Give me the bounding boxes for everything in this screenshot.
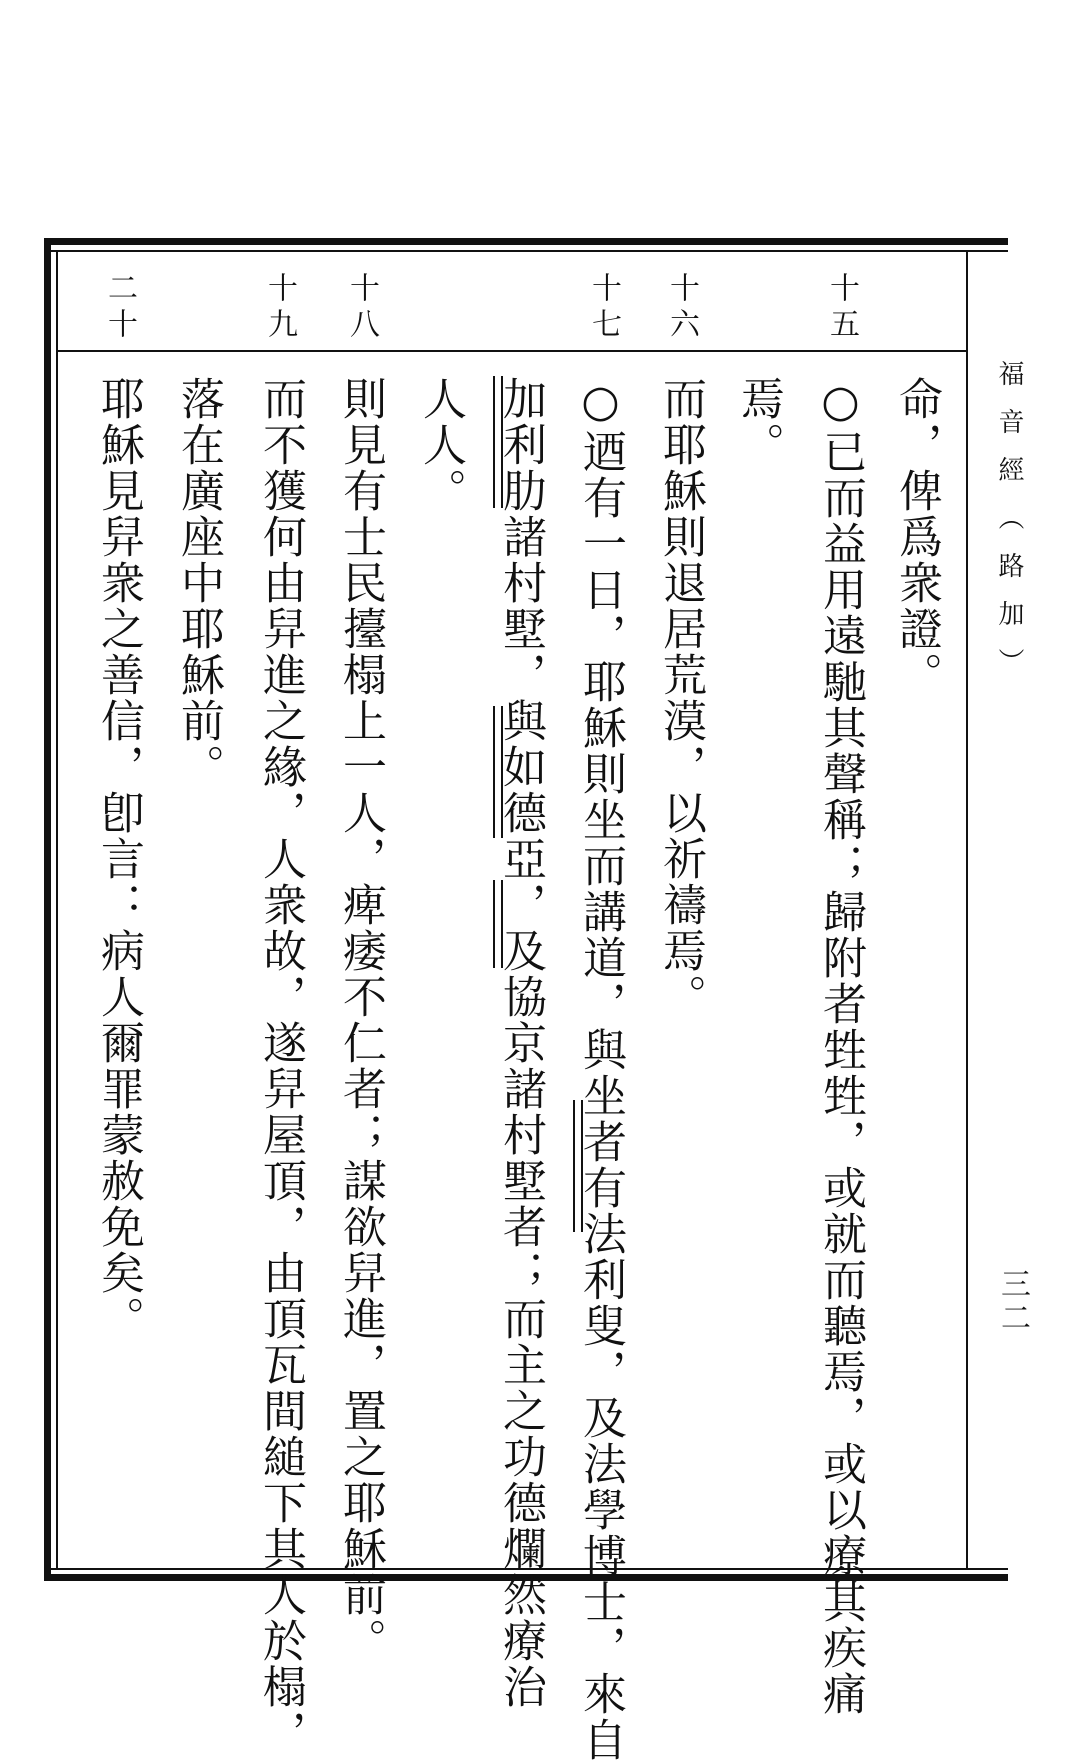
frame-left-rule-thin xyxy=(56,250,58,1570)
verse-number-17: 十七 xyxy=(586,272,621,344)
proper-name-line-jialile xyxy=(493,376,503,508)
text-column-6: 加利肋諸村墅，與如德亞，及協京諸村墅者；而主之功德爛然療治 xyxy=(495,376,546,1710)
text-column-8: 則見有士民擡榻上一人，痺痿不仁者；謀欲舁進，置之耶穌前。 xyxy=(335,376,386,1664)
text-column-9: 而不獲何由舁進之緣，人衆故，遂舁屋頂，由頂瓦間縋下其人於榻， xyxy=(255,376,306,1756)
text-column-4: 而耶穌則退居荒漠，以祈禱焉。 xyxy=(655,376,706,1020)
text-column-10: 落在廣座中耶穌前。 xyxy=(173,376,224,790)
verse-number-19: 十九 xyxy=(262,272,297,344)
verse-number-20: 二十 xyxy=(102,272,137,344)
frame-left-rule-thick xyxy=(44,238,51,1581)
text-column-11: 耶穌見舁衆之善信，卽言：病人爾罪蒙赦免矣。 xyxy=(93,376,144,1342)
page-number: 三二 xyxy=(995,1268,1030,1336)
frame-top-rule-thin xyxy=(44,250,1008,252)
verse-number-18: 十八 xyxy=(344,272,379,344)
text-column-1: 命，俾爲衆證。 xyxy=(891,376,942,698)
running-title: 福音經（路加） xyxy=(994,360,1024,696)
verse-number-16: 十六 xyxy=(664,272,699,344)
frame-top-rule-thick xyxy=(44,238,1008,245)
verse-number-15: 十五 xyxy=(824,272,859,344)
text-column-7: 人人。 xyxy=(415,376,466,514)
proper-name-line-falisou xyxy=(573,1100,583,1232)
proper-name-line-xiejing xyxy=(493,880,503,968)
proper-name-line-rudeya xyxy=(493,706,503,838)
frame-right-rule xyxy=(966,250,968,1570)
text-column-3: 焉。 xyxy=(733,376,784,468)
verse-number-band-rule xyxy=(58,350,966,352)
text-column-5: ○迺有一日，耶穌則坐而講道，與坐者有法利叟，及法學博士，來自 xyxy=(575,376,626,1763)
text-column-2: ○已而益用遠馳其聲稱；歸附者甡甡，或就而聽焉，或以療其疾痛 xyxy=(815,376,866,1717)
